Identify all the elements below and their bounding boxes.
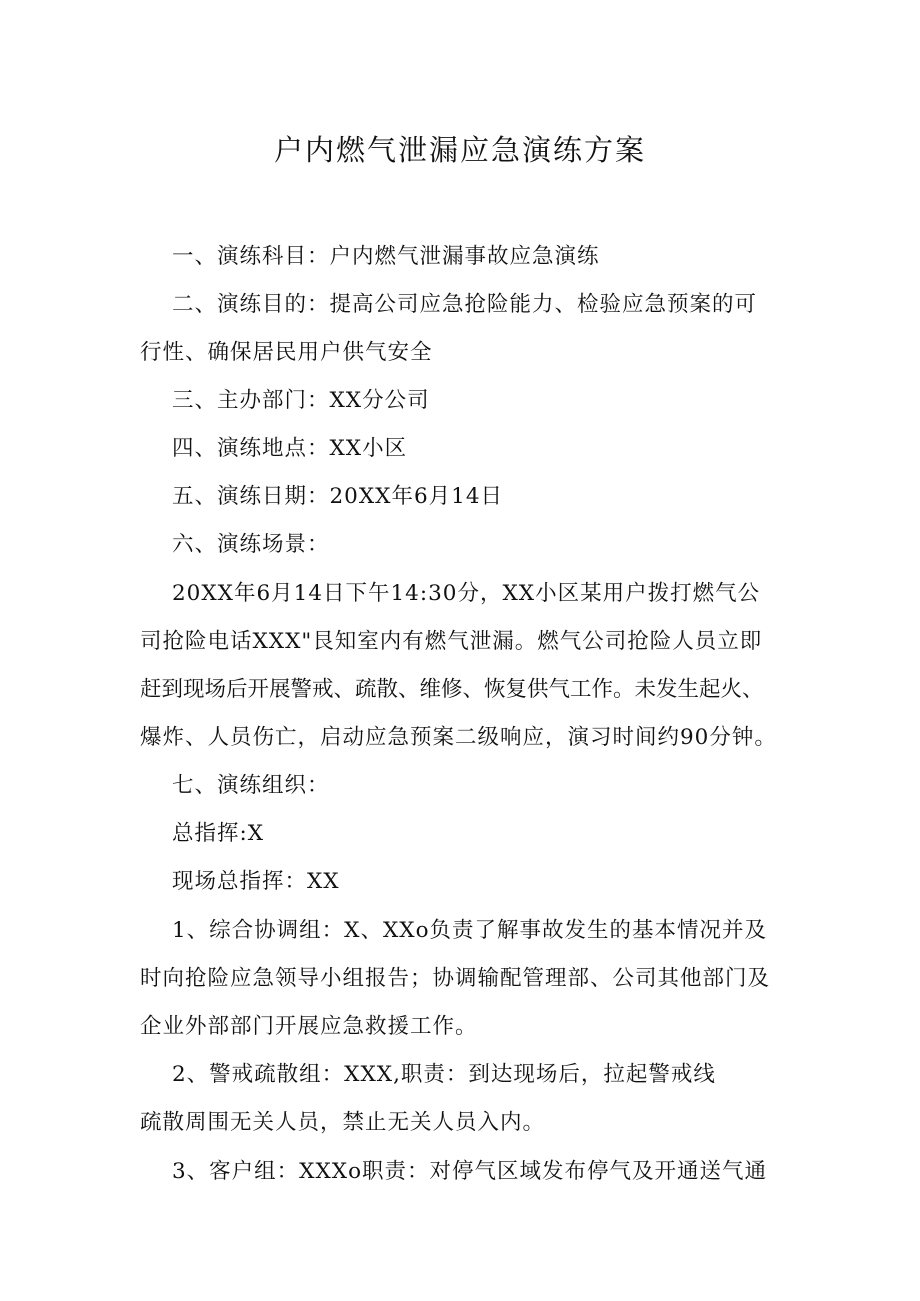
- section-drill-subject: 一、演练科目：户内燃气泄漏事故应急演练: [172, 244, 600, 269]
- coordination-group-line: 企业外部部门开展应急救援工作。: [140, 1014, 478, 1039]
- section-drill-purpose-cont: 行性、确保居民用户供气安全: [140, 340, 433, 365]
- section-drill-purpose: 二、演练目的：提高公司应急抢险能力、检验应急预案的可: [172, 292, 758, 317]
- security-group-line: 2、警戒疏散组：XXX,职责：到达现场后，拉起警戒线: [172, 1062, 716, 1087]
- section-organizer: 三、主办部门：XX分公司: [172, 388, 430, 413]
- coordination-group-line: 1、综合协调组：X、XXo负责了解事故发生的基本情况并及: [172, 918, 768, 943]
- section-scenario-heading: 六、演练场景：: [172, 532, 330, 557]
- commander-line: 总指挥:X: [172, 821, 265, 846]
- scenario-paragraph-line: 司抢险电话XXX"艮知室内有燃气泄漏。燃气公司抢险人员立即: [140, 629, 763, 654]
- section-location: 四、演练地点：XX小区: [172, 436, 408, 461]
- coordination-group-line: 时向抢险应急领导小组报告；协调输配管理部、公司其他部门及: [140, 966, 771, 991]
- scenario-paragraph-line: 爆炸、人员伤亡，启动应急预案二级响应，演习时间约90分钟。: [140, 725, 777, 750]
- section-organization-heading: 七、演练组织：: [172, 773, 330, 798]
- document-title: 户内燃气泄漏应急演练方案: [273, 133, 646, 167]
- site-commander-line: 现场总指挥：XX: [172, 869, 340, 894]
- scenario-paragraph-line: 20XX年6月14日下午14:30分，XX小区某用户拨打燃气公: [172, 581, 761, 606]
- scenario-paragraph-line: 赶到现场后开展警戒、疏散、维修、恢复供气工作。未发生起火、: [140, 677, 764, 702]
- customer-group-line: 3、客户组：XXXo职责：对停气区域发布停气及开通送气通: [172, 1159, 768, 1184]
- security-group-line: 疏散周围无关人员，禁止无关人员入内。: [140, 1110, 546, 1135]
- section-date: 五、演练日期：20XX年6月14日: [172, 484, 504, 509]
